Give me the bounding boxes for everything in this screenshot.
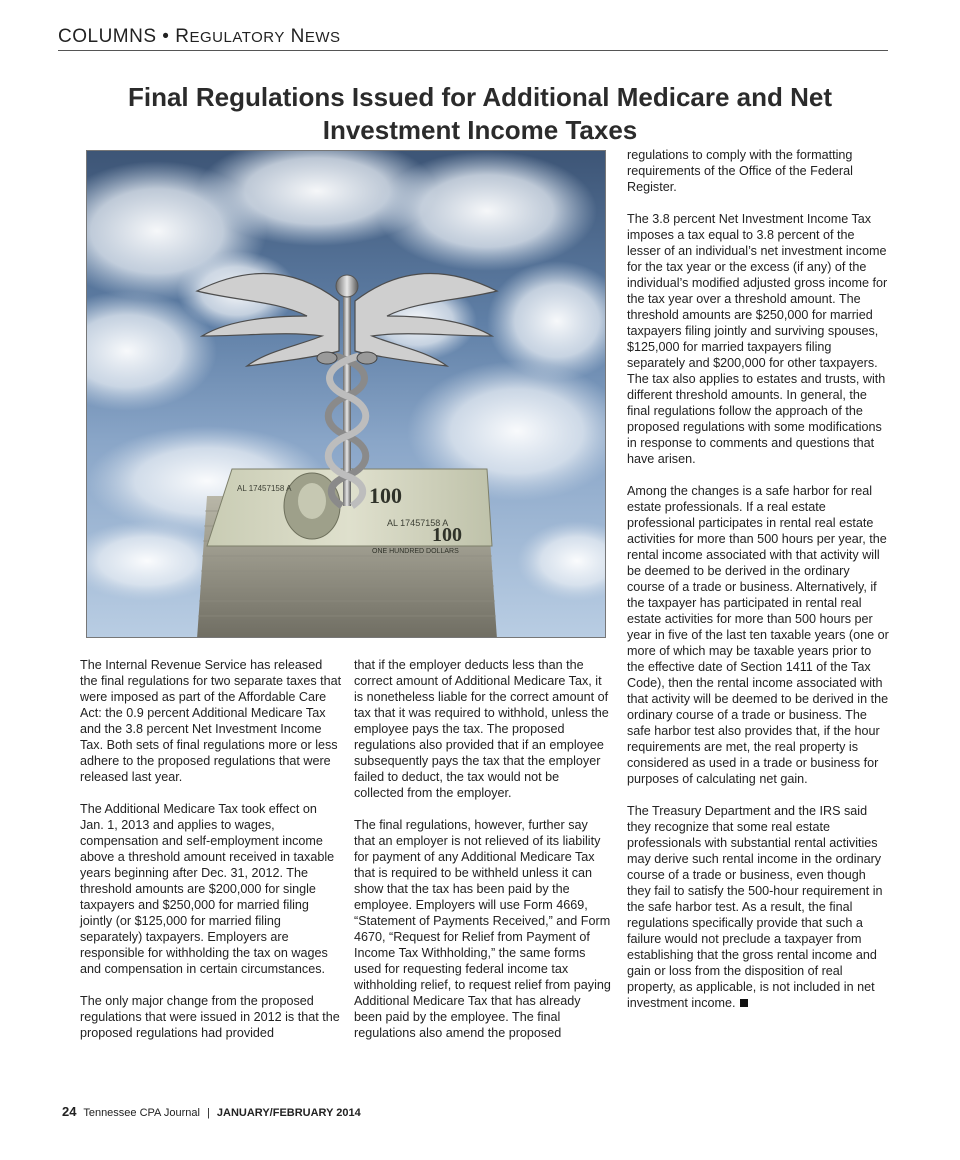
page-number: 24 [62,1104,77,1119]
paragraph-final: The Treasury Department and the IRS said they recognize that some real estate professionals with substantial rental activities may derive such rental income in the ordinary course of a trade or business, even though they fail to satisfy the 500-hour requirement in the safe harbor test. As a result, the final regulations specifically provide that such a failure would not preclude a taxpayer from establishing that the gross rental income and gain or loss from the disposition of real property, as applicable, is not included in net investment income. [627,804,883,1010]
caduceus-money-illustration [87,151,606,638]
paragraph: that if the employer deducts less than the correct amount of Additional Medicare Tax, it is nonetheless liable for the correct amount of tax that it was required to withhold, unless the employee pays the tax. The proposed regulations also provided that if an employee subsequently pays the tax that the employer failed to deduct, the tax would not be collected from the employer. [354,658,609,800]
bill-serial-right: AL 17457158 A [387,518,449,528]
paragraph: The final regulations, however, further say that an employer is not relieved of its liability for payment of any Additional Medicare Tax that is required to be withheld unless it can show that the tax has been paid by the employee. Employers will use Form 4669, “Statement of Payments Received,” and Form 4670, “Request for Relief from Payment of Income Tax Withholding,” the same forms used for requesting federal income tax withholding relief, to request relief from paying Additional Medicare Tax that has already been paid by the employee. The final regulations also amend the proposed [354,818,611,1040]
paragraph: The 3.8 percent Net Investment Income Tax imposes a tax equal to 3.8 percent of the lesser of an individual’s net investment income for the tax year or the excess (if any) of the individual’s modified adjusted gross income for the tax year over a threshold amount. The threshold amounts are $250,000 for married taxpayers filing jointly and surviving spouses, $125,000 for married taxpayers filing separately and $200,000 for other taxpayers. The tax also applies to estates and trusts, with different threshold amounts. In general, the final regulations follow the approach of the proposed regulations with some modifications in response to comments and questions that have arisen. [627,212,888,466]
paragraph: The Additional Medicare Tax took effect on Jan. 1, 2013 and applies to wages, compensation and self-employment income above a threshold amount received in taxable years beginning after Dec. 31, 2012. The threshold amounts are $200,000 for single taxpayers and $250,000 for married filing jointly (or $125,000 for married filing separately) taxpayers. Employers are responsible for withholding the tax on wages and compensation in certain circumstances. [80,802,335,976]
bill-denomination: 100 [432,524,462,546]
paragraph: The Internal Revenue Service has released the final regulations for two separate taxes that were imposed as part of the Affordable Care Act: the 0.9 percent Additional Medicare Tax and the 3.8 percent Net Investment Income Tax. Both sets of final regulations more or less adhere to the proposed regulations that were released last year. [80,658,342,784]
header-bullet: • [162,26,170,47]
text-column-3 [627,147,889,1027]
paragraph: regulations to comply with the formatting requirements of the Office of the Federal Register. [627,148,853,194]
publication-name: Tennessee CPA Journal [83,1107,200,1119]
footer-separator: | [206,1107,210,1119]
header-section-label: COLUMNS [58,26,157,47]
text-column-2 [354,657,612,1057]
paragraph: Among the changes is a safe harbor for real estate professionals. If a real estate professional participates in rental real estate activities for more than 500 hours per year, the rental income associated with that activity will be deemed to be derived in the ordinary course of a trade or business. Alternatively, if the taxpayer has participated in rental real estate activities for more than 500 hours per year in five of the last ten taxable years (one or more of which may be taxable years prior to the effective date of Section 1411 of the Tax Code), then the rental income associated with that activity will be deemed to be derived in the ordinary course of a trade or business. The safe harbor test also provides that, if the hour requirements are met, the real property is considered as used in a trade or business for purposes of calculating net gain. [627,484,889,786]
article-title: Final Regulations Issued for Additional Medicare and Net Investment Income Taxes [127,82,833,146]
page-footer [62,1104,361,1119]
section-header [58,26,888,51]
bill-caption: ONE HUNDRED DOLLARS [372,548,459,555]
paragraph: The only major change from the proposed regulations that were issued in 2012 is that the proposed regulations had provided [80,994,340,1040]
article-image [86,150,606,638]
end-of-article-mark [740,999,748,1007]
issue-date: JANUARY/FEBRUARY 2014 [216,1107,361,1119]
header-category: REGULATORY NEWS [175,26,341,47]
text-column-1 [80,657,342,1057]
bill-denomination-center: 100 [369,483,402,508]
bill-serial-left: AL 17457158 A [237,484,292,493]
